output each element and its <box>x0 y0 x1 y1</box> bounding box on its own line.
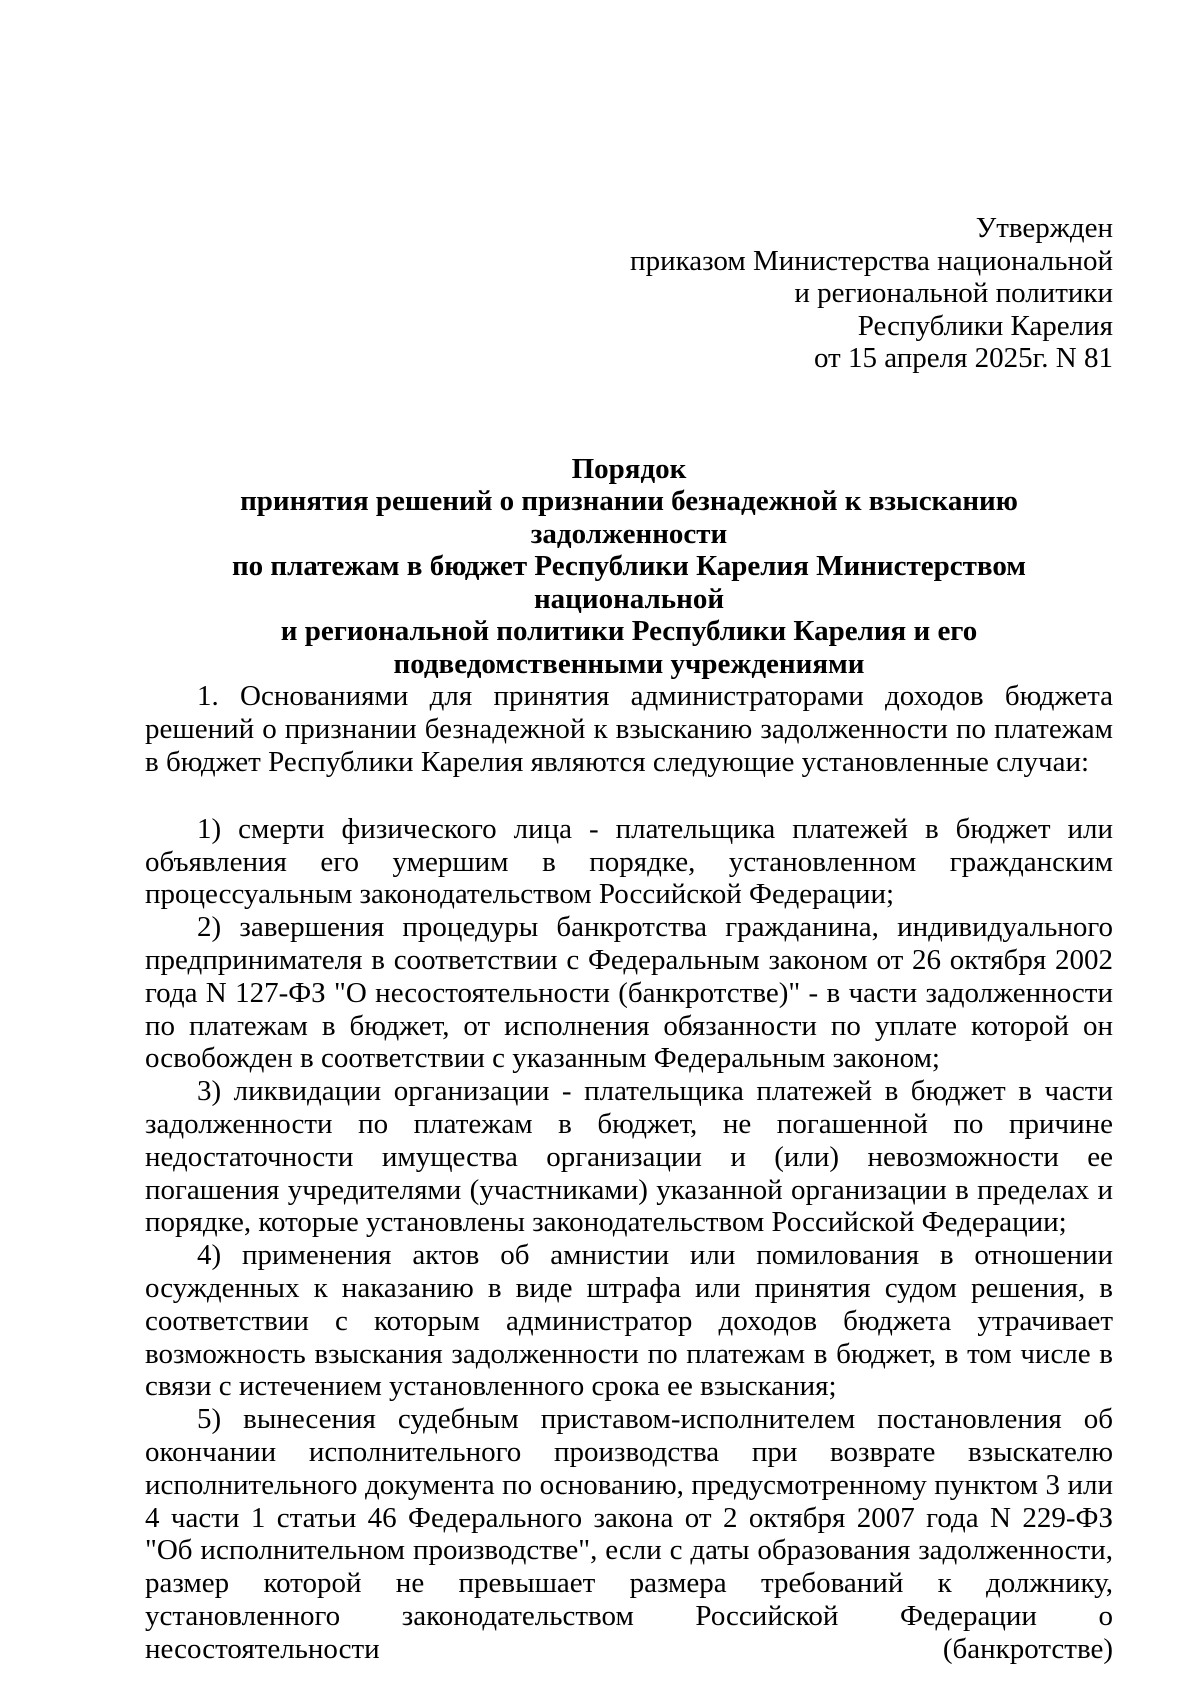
title-line: подведомственными учреждениями <box>393 647 865 680</box>
list-item: 4) применения актов об амнистии или помилования в отношении осужденных к наказанию в виде штрафа или принятия судом решения, в соответствии с которым администратор доходов бюджета утрачивает возможность взыскания задолженности по платежам в бюджет, в том числе в связи с истечением установленного срока ее взыскания; <box>145 1239 1113 1403</box>
document-title <box>145 453 1113 681</box>
document-body <box>145 680 1113 1665</box>
approval-line: Республики Карелия <box>857 309 1113 342</box>
list-item: 5) вынесения судебным приставом-исполнителем постановления об окончании исполнительного производства при возврате взыскателю исполнительного документа по основанию, предусмотренному пунктом 3 или 4 части 1 статьи 46 Федерального закона от 2 октября 2007 года N 229-ФЗ "Об исполнительном производстве", если с даты образования задолженности, размер которой не превышает размера требований к должнику, установленного законодательством Российской Федерации о несостоятельности (банкротстве) <box>145 1403 1113 1665</box>
approval-line: приказом Министерства национальной <box>630 244 1113 277</box>
grounds-list <box>145 813 1113 1666</box>
title-line: принятия решений о признании безнадежной к взысканию задолженности <box>240 485 1018 550</box>
list-item: 2) завершения процедуры банкротства гражданина, индивидуального предпринимателя в соответствии с Федеральным законом от 26 октября 2002 года N 127-ФЗ "О несостоятельности (банкротстве)" - в части задолженности по платежам в бюджет, от исполнения обязанности по уплате которой он освобожден в соответствии с указанным Федеральным законом; <box>145 911 1113 1075</box>
list-item: 3) ликвидации организации - плательщика платежей в бюджет в части задолженности по платежам в бюджет, не погашенной по причине недостаточности имущества организации и (или) невозможности ее погашения учредителями (участниками) указанной организации в пределах и порядке, которые установлены законодательством Российской Федерации; <box>145 1075 1113 1239</box>
title-heading: Порядок <box>571 452 687 485</box>
approval-date-line: от 15 апреля 2025г. N 81 <box>813 342 1113 375</box>
section-1-intro: 1. Основаниями для принятия администраторами доходов бюджета решений о признании безнадежной к взысканию задолженности по платежам в бюджет Республики Карелия являются следующие установленные случаи: <box>145 680 1113 779</box>
title-line: по платежам в бюджет Республики Карелия Министерством национальной <box>231 550 1027 615</box>
approval-stamp-block <box>145 212 1113 375</box>
approval-line: и региональной политики <box>794 277 1113 310</box>
approval-line: Утвержден <box>975 212 1113 244</box>
list-item: 1) смерти физического лица - плательщика платежей в бюджет или объявления его умершим в порядке, установленном гражданским процессуальным законодательством Российской Федерации; <box>145 812 1113 911</box>
title-line: и региональной политики Республики Карелия и его <box>280 615 978 648</box>
